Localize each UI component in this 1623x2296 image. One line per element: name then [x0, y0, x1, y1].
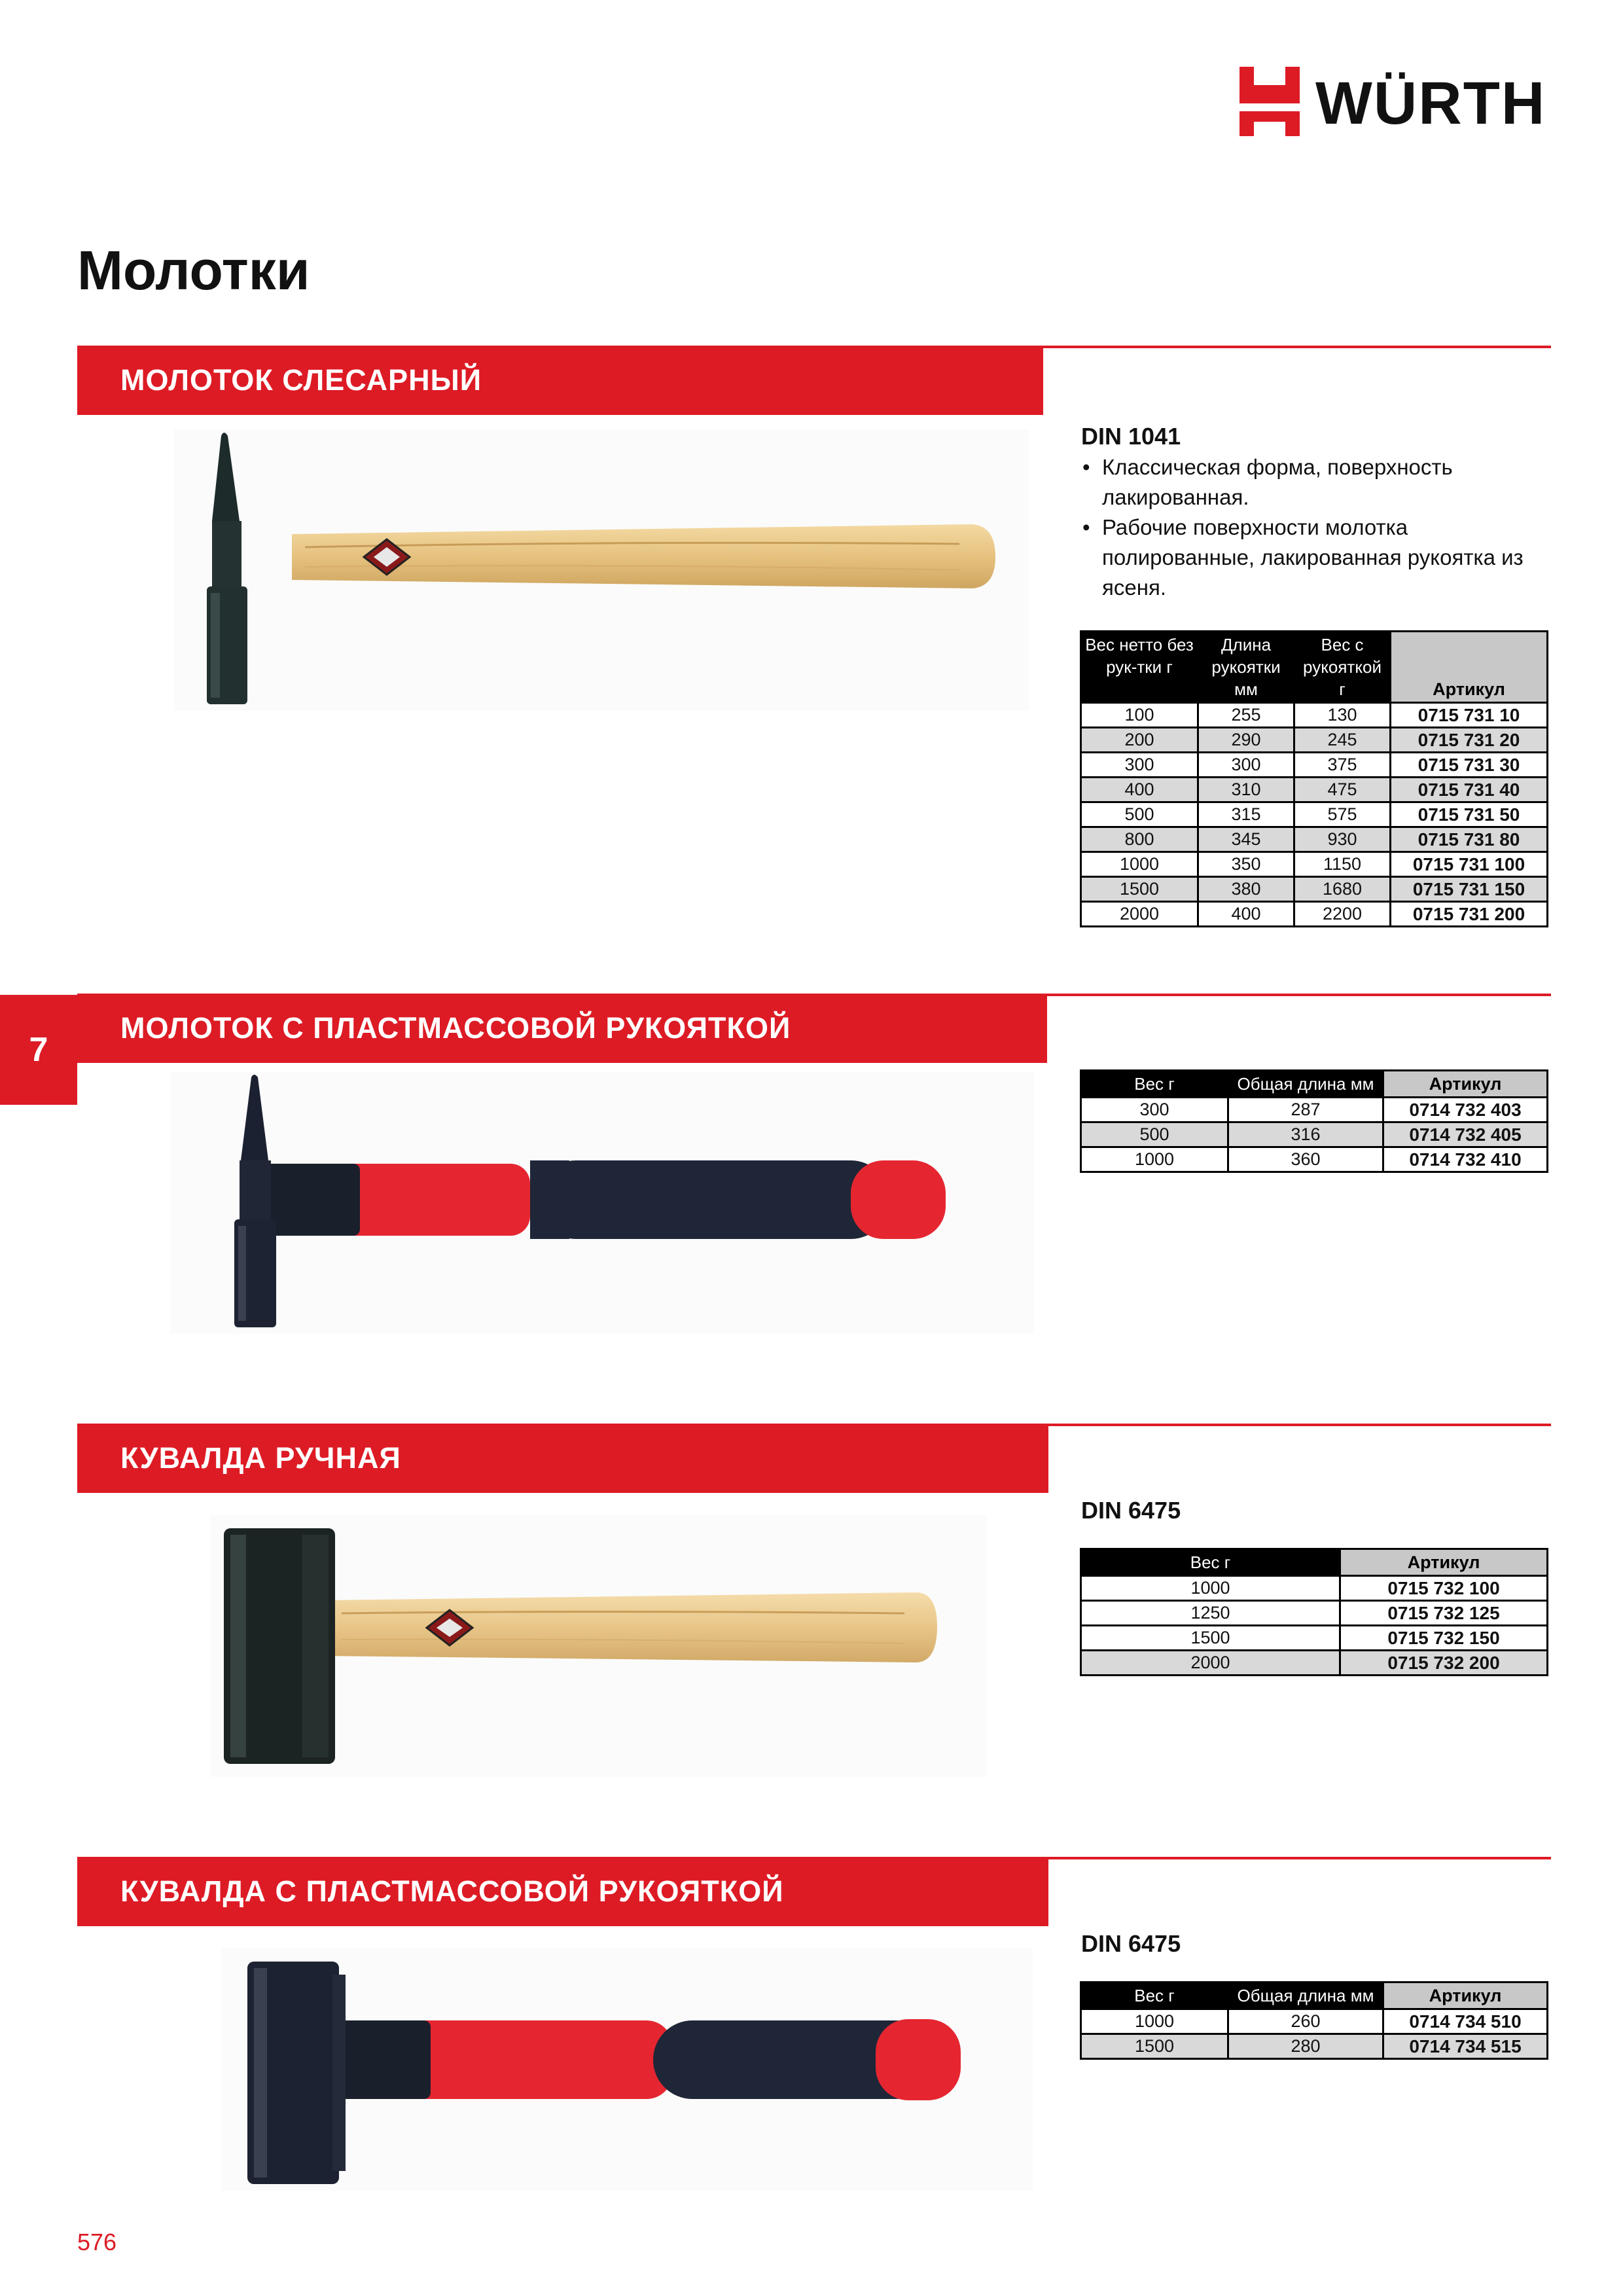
table-cell: 800 — [1081, 827, 1198, 852]
table-row — [1081, 1601, 1548, 1626]
table-cell: 300 — [1081, 753, 1198, 778]
table-header-row — [1081, 1982, 1548, 2009]
table-cell: 1500 — [1081, 877, 1198, 902]
col-header-handle-length: Длина рукоятки мм — [1198, 632, 1294, 703]
table-header-row — [1081, 1549, 1548, 1576]
table-row — [1081, 1651, 1548, 1676]
col-header-weight: Вес г — [1081, 1071, 1228, 1098]
col-header-net-weight: Вес нетто без рук-тки г — [1081, 632, 1198, 703]
table-cell: 1500 — [1081, 2034, 1228, 2059]
table-cell: 2000 — [1081, 1651, 1340, 1676]
spec-table-plastic-handle-hammer — [1080, 1069, 1548, 1173]
article-cell: 0715 731 200 — [1391, 902, 1548, 927]
table-cell: 260 — [1228, 2009, 1383, 2034]
table-cell: 400 — [1198, 902, 1294, 927]
table-header-row — [1081, 1071, 1548, 1098]
din-standard: DIN 1041 — [1081, 423, 1181, 450]
page-number: 576 — [77, 2229, 117, 2255]
table-cell: 500 — [1081, 1122, 1228, 1147]
table-cell: 380 — [1198, 877, 1294, 902]
section-title: МОЛОТОК СЛЕСАРНЫЙ — [120, 363, 482, 397]
article-cell: 0715 732 100 — [1340, 1576, 1548, 1601]
table-cell: 245 — [1294, 728, 1391, 753]
plastic-handle-sledgehammer-image — [221, 1948, 1033, 2191]
table-row — [1081, 2009, 1548, 2034]
spec-table-plastic-handle-sledgehammer — [1080, 1981, 1548, 2060]
article-cell: 0714 732 403 — [1383, 1098, 1548, 1122]
article-cell: 0715 732 150 — [1340, 1626, 1548, 1651]
spec-table-locksmith-hammer — [1080, 630, 1548, 927]
col-header-article: Артикул — [1340, 1549, 1548, 1576]
article-cell: 0714 732 405 — [1383, 1122, 1548, 1147]
section-plastic-handle-hammer — [77, 994, 1551, 1360]
section-plastic-handle-sledgehammer — [77, 1857, 1551, 2197]
col-header-total-weight: Вес с рукояткой г — [1294, 632, 1391, 703]
section-divider — [1047, 994, 1551, 996]
table-cell: 1000 — [1081, 2009, 1228, 2034]
article-cell: 0715 731 40 — [1391, 778, 1548, 802]
section-divider — [1048, 1424, 1551, 1426]
din-standard: DIN 6475 — [1081, 1930, 1181, 1957]
table-cell: 2000 — [1081, 902, 1198, 927]
table-cell: 1000 — [1081, 852, 1198, 877]
article-cell: 0715 731 100 — [1391, 852, 1548, 877]
table-cell: 500 — [1081, 802, 1198, 827]
chapter-tab: 7 — [0, 995, 77, 1105]
article-cell: 0715 732 200 — [1340, 1651, 1548, 1676]
din-standard: DIN 6475 — [1081, 1497, 1181, 1524]
table-cell: 1250 — [1081, 1601, 1340, 1626]
article-cell: 0714 734 510 — [1383, 2009, 1548, 2034]
table-cell: 315 — [1198, 802, 1294, 827]
col-header-total-length: Общая длина мм — [1228, 1071, 1383, 1098]
section-divider — [1043, 346, 1551, 348]
col-header-weight: Вес г — [1081, 1982, 1228, 2009]
table-row — [1081, 1147, 1548, 1172]
table-row — [1081, 728, 1548, 753]
feature-list — [1081, 452, 1539, 603]
table-row — [1081, 1576, 1548, 1601]
section-hand-sledgehammer — [77, 1424, 1551, 1790]
table-row — [1081, 1626, 1548, 1651]
feature-item: • Классическая форма, поверхность лакированная. — [1081, 452, 1539, 512]
article-cell: 0715 732 125 — [1340, 1601, 1548, 1626]
table-cell: 130 — [1294, 703, 1391, 728]
spec-table-hand-sledgehammer — [1080, 1548, 1548, 1676]
section-title: МОЛОТОК С ПЛАСТМАССОВОЙ РУКОЯТКОЙ — [120, 1011, 791, 1045]
section-divider — [1048, 1857, 1551, 1859]
table-cell: 280 — [1228, 2034, 1383, 2059]
table-row — [1081, 852, 1548, 877]
table-cell: 287 — [1228, 1098, 1383, 1122]
table-cell: 1000 — [1081, 1147, 1228, 1172]
table-row — [1081, 902, 1548, 927]
feature-item: • Рабочие поверхности молотка полированные, лакированная рукоятка из ясеня. — [1081, 512, 1539, 603]
table-row — [1081, 802, 1548, 827]
table-cell: 350 — [1198, 852, 1294, 877]
col-header-article: Артикул — [1383, 1982, 1548, 2009]
table-cell: 310 — [1198, 778, 1294, 802]
table-cell: 290 — [1198, 728, 1294, 753]
article-cell: 0715 731 150 — [1391, 877, 1548, 902]
table-cell: 400 — [1081, 778, 1198, 802]
table-row — [1081, 2034, 1548, 2059]
hand-sledgehammer-image — [211, 1515, 987, 1777]
table-cell: 1150 — [1294, 852, 1391, 877]
table-cell: 345 — [1198, 827, 1294, 852]
article-cell: 0714 732 410 — [1383, 1147, 1548, 1172]
table-cell: 575 — [1294, 802, 1391, 827]
table-row — [1081, 1098, 1548, 1122]
table-cell: 2200 — [1294, 902, 1391, 927]
table-row — [1081, 1122, 1548, 1147]
wurth-logo — [1237, 65, 1551, 141]
table-row — [1081, 753, 1548, 778]
article-cell: 0715 731 20 — [1391, 728, 1548, 753]
plastic-handle-hammer-image — [170, 1072, 1034, 1334]
table-cell: 200 — [1081, 728, 1198, 753]
table-cell: 1500 — [1081, 1626, 1340, 1651]
table-header-row — [1081, 632, 1548, 703]
article-cell: 0715 731 10 — [1391, 703, 1548, 728]
table-cell: 255 — [1198, 703, 1294, 728]
table-cell: 300 — [1198, 753, 1294, 778]
wurth-logo-mark-icon — [1237, 65, 1302, 137]
table-cell: 316 — [1228, 1122, 1383, 1147]
page-title: Молотки — [77, 240, 310, 301]
table-row — [1081, 703, 1548, 728]
table-cell: 930 — [1294, 827, 1391, 852]
article-cell: 0715 731 30 — [1391, 753, 1548, 778]
article-cell: 0715 731 50 — [1391, 802, 1548, 827]
table-cell: 300 — [1081, 1098, 1228, 1122]
col-header-weight: Вес г — [1081, 1549, 1340, 1576]
locksmith-hammer-image — [174, 429, 1029, 711]
col-header-total-length: Общая длина мм — [1228, 1982, 1383, 2009]
table-row — [1081, 778, 1548, 802]
section-title: КУВАЛДА С ПЛАСТМАССОВОЙ РУКОЯТКОЙ — [120, 1874, 784, 1908]
table-row — [1081, 877, 1548, 902]
table-row — [1081, 827, 1548, 852]
article-cell: 0714 734 515 — [1383, 2034, 1548, 2059]
table-cell: 100 — [1081, 703, 1198, 728]
table-cell: 375 — [1294, 753, 1391, 778]
col-header-article: Артикул — [1383, 1071, 1548, 1098]
table-cell: 475 — [1294, 778, 1391, 802]
table-cell: 1000 — [1081, 1576, 1340, 1601]
section-locksmith-hammer — [77, 346, 1551, 954]
table-cell: 1680 — [1294, 877, 1391, 902]
table-cell: 360 — [1228, 1147, 1383, 1172]
section-title: КУВАЛДА РУЧНАЯ — [120, 1441, 401, 1475]
wurth-logo-wordmark: WÜRTH — [1315, 70, 1546, 137]
article-cell: 0715 731 80 — [1391, 827, 1548, 852]
col-header-article: Артикул — [1391, 632, 1548, 703]
